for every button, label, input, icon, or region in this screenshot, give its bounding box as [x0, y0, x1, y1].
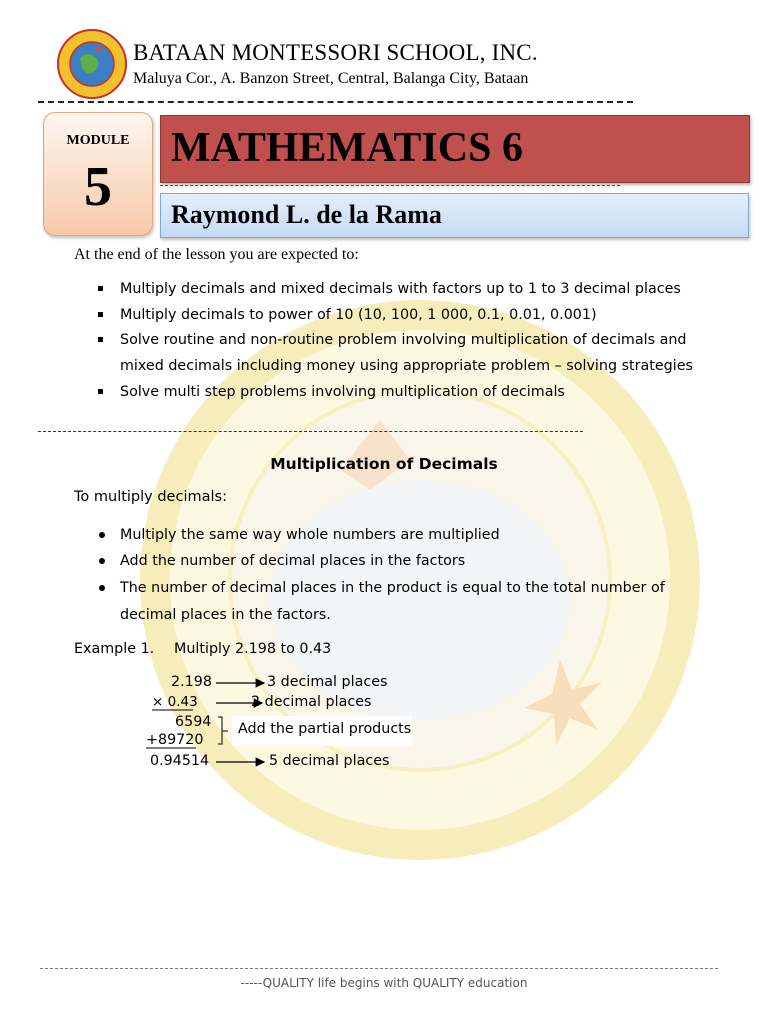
module-label: MODULE	[66, 133, 130, 148]
rule-item: Add the number of decimal places in the factors	[98, 548, 698, 575]
product: 0.94514	[150, 753, 210, 769]
product-note: 5 decimal places	[269, 753, 390, 769]
rule-item: The number of decimal places in the product is equal to the total number of decimal places in the factors.	[98, 575, 698, 628]
school-address: Maluya Cor., A. Banzon Street, Central, Balanga City, Bataan	[133, 70, 529, 87]
objective-item: Multiply decimals and mixed decimals with factors up to 1 to 3 decimal places	[98, 276, 698, 302]
footer-tagline: -----QUALITY life begins with QUALITY education	[240, 976, 528, 990]
rule-item: Multiply the same way whole numbers are multiplied	[98, 522, 698, 549]
module-number: 5	[84, 156, 112, 218]
subject-title: MATHEMATICS 6	[171, 125, 523, 171]
factor-2-note: 2 decimal places	[251, 694, 372, 710]
section-title: Multiplication of Decimals	[270, 455, 498, 473]
objective-item: Solve multi step problems involving multiplication of decimals	[98, 379, 698, 405]
partials-note: Add the partial products	[238, 721, 412, 737]
example-label: Example 1.	[74, 641, 155, 657]
partial-product-1: 6594	[175, 714, 212, 730]
example-task: Multiply 2.198 to 0.43	[174, 641, 332, 657]
partial-product-2: +89720	[146, 732, 204, 748]
partials-note-box	[232, 716, 412, 746]
author-name: Raymond L. de la Rama	[171, 200, 442, 229]
school-name: BATAAN MONTESSORI SCHOOL, INC.	[133, 40, 538, 65]
objectives-intro: At the end of the lesson you are expected to:	[74, 246, 359, 263]
rules-intro: To multiply decimals:	[74, 489, 227, 505]
objective-item: Multiply decimals to power of 10 (10, 100, 1 000, 0.1, 0.01, 0.001)	[98, 302, 698, 328]
factor-1: 2.198	[171, 674, 212, 690]
factor-1-note: 3 decimal places	[267, 674, 388, 690]
objective-item: Solve routine and non-routine problem involving multiplication of decimals and mixed decimals including money using appropriate problem – solving strategies	[98, 327, 698, 379]
factor-2: × 0.43	[152, 694, 198, 710]
bracket-icon	[218, 717, 228, 744]
footer-divider	[40, 968, 718, 969]
